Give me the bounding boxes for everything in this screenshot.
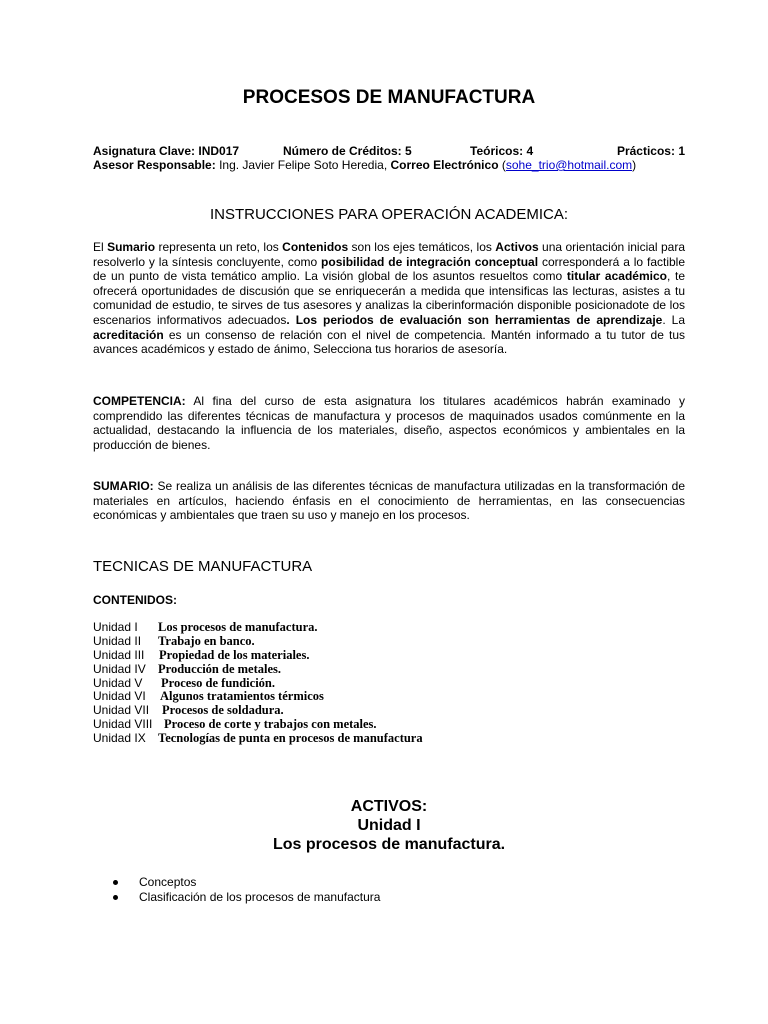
teoricos [470, 144, 533, 158]
intro-bold: acreditación [93, 327, 164, 342]
unit-number: Unidad II [93, 633, 142, 648]
correo-open: ( [501, 158, 506, 172]
sumario-text: Se realiza un análisis de las diferentes técnicas de manufactura utilizadas en la transformación de materiales en artículos, haciendo énfasis en el conocimiento de herramientas, en las consecuencias económicas y ambientales que traen su uso y manejo en los procesos. [93, 479, 685, 523]
asesor-value: Ing. Javier Felipe Soto Heredia, [219, 158, 388, 172]
correo-label: Correo Electrónico [390, 158, 499, 172]
intro-text: corresponderá a lo factible de un punto de vista temático amplio. La visión global de los asuntos resueltos como [93, 254, 685, 284]
list-item-text: Clasificación de los procesos de manufactura [139, 889, 381, 904]
instrucciones-heading: INSTRUCCIONES PARA OPERACIÓN ACADEMICA: [209, 206, 569, 223]
unit-number: Unidad VII [93, 703, 150, 718]
intro-text: representa un reto, los [155, 240, 283, 254]
email-link[interactable]: sohe_trio@hotmail.com [505, 158, 633, 172]
unit-number: Unidad V [93, 675, 143, 690]
competencia-label: COMPETENCIA: [93, 394, 186, 408]
correo-close: ) [632, 158, 637, 172]
list-item [113, 875, 380, 890]
sumario-label: SUMARIO: [93, 479, 154, 493]
intro-text: , te ofrecerá oportunidades de discusión que se enriquecerán a medida que intensificas las lecturas, asistes a tu comunidad de estudio, te sirves de tus asesores y analizas la ciberinformación disponible posicionadote de los escenarios informativos adecuados [93, 269, 685, 327]
unit-row [93, 663, 423, 677]
bullet-icon [113, 895, 118, 900]
asesor-label: Asesor Responsable: [93, 158, 216, 172]
activos-unit-title: Los procesos de manufactura. [272, 836, 506, 853]
intro-bold: . Los periodos de evaluación son herramientas de aprendizaje [286, 312, 663, 327]
tecnicas-heading: TECNICAS DE MANUFACTURA [93, 558, 313, 575]
unit-title: Algunos tratamientos térmicos [160, 689, 324, 704]
practicos-label: Prácticos: [616, 144, 675, 158]
unit-row [93, 635, 423, 649]
asignatura [93, 144, 239, 158]
unit-number: Unidad VIII [93, 717, 153, 732]
unit-row [93, 690, 423, 704]
sumario-paragraph [93, 479, 685, 523]
unit-number: Unidad III [93, 647, 145, 662]
unit-number: Unidad IV [93, 661, 146, 676]
practicos [617, 144, 685, 158]
activos-section [93, 797, 685, 854]
unit-number: Unidad IX [93, 731, 146, 746]
practicos-value: 1 [678, 144, 685, 158]
unit-title: Proceso de corte y trabajos con metales. [164, 717, 377, 732]
unit-title: Procesos de soldadura. [162, 703, 284, 718]
bullet-list [113, 875, 380, 904]
unit-row [93, 621, 423, 635]
unit-title: Producción de metales. [158, 661, 282, 676]
intro-bold: Contenidos [282, 240, 349, 254]
teoricos-label: Teóricos: [470, 144, 524, 158]
unit-row [93, 718, 423, 732]
competencia-paragraph [93, 394, 685, 452]
intro-bold: Sumario [107, 240, 156, 254]
creditos-value: 5 [405, 144, 412, 158]
intro-bold: titular académico [566, 269, 667, 284]
document-title: PROCESOS DE MANUFACTURA [242, 87, 536, 108]
intro-text: una orientación inicial para resolverlo y la síntesis concluyente, como [93, 240, 685, 269]
units-list [93, 621, 423, 746]
unit-row [93, 704, 423, 718]
contenidos-label: CONTENIDOS: [93, 593, 177, 607]
unit-row [93, 649, 423, 663]
intro-paragraph [93, 240, 685, 357]
unit-number: Unidad I [93, 620, 138, 634]
list-item-text: Conceptos [139, 875, 197, 889]
unit-title: Proceso de fundición. [161, 675, 276, 690]
asignatura-value: IND017 [198, 144, 240, 158]
intro-text: . La [662, 312, 686, 327]
bullet-icon [113, 880, 118, 885]
list-item [113, 890, 380, 905]
intro-text: son los ejes temáticos, los [348, 240, 496, 254]
intro-text: El [93, 240, 108, 254]
intro-bold: Activos [495, 240, 539, 254]
activos-heading: ACTIVOS: [350, 798, 428, 815]
unit-row [93, 677, 423, 691]
advisor-row [93, 158, 685, 172]
unit-title: Propiedad de los materiales. [159, 647, 310, 662]
asignatura-label: Asignatura Clave: [93, 144, 196, 158]
teoricos-value: 4 [526, 144, 534, 158]
creditos [283, 144, 412, 158]
intro-bold: posibilidad de integración conceptual [321, 254, 539, 269]
competencia-text: Al fina del curso de esta asignatura los titulares académicos habrán examinado y comprendido las diferentes técnicas de manufactura y procesos de maquinados usados comúnmente en la actualidad, destacando la influencia de los materiales, diseño, aspectos económicos y ambientales en la producción de bienes. [93, 394, 685, 452]
creditos-label: Número de Créditos: [283, 144, 402, 158]
unit-title: Tecnologías de punta en procesos de manufactura [158, 731, 423, 746]
activos-unit: Unidad I [357, 817, 421, 834]
unit-number: Unidad VI [93, 689, 146, 704]
intro-text: es un consenso de relación con el nivel de competencia. Mantén informado a tu tutor de tus avances académicos y estado de ánimo, Selecciona tus horarios de asesoría. [93, 327, 685, 357]
unit-row [93, 732, 423, 746]
unit-title: Los procesos de manufactura. [158, 620, 318, 634]
unit-title: Trabajo en banco. [158, 633, 255, 648]
